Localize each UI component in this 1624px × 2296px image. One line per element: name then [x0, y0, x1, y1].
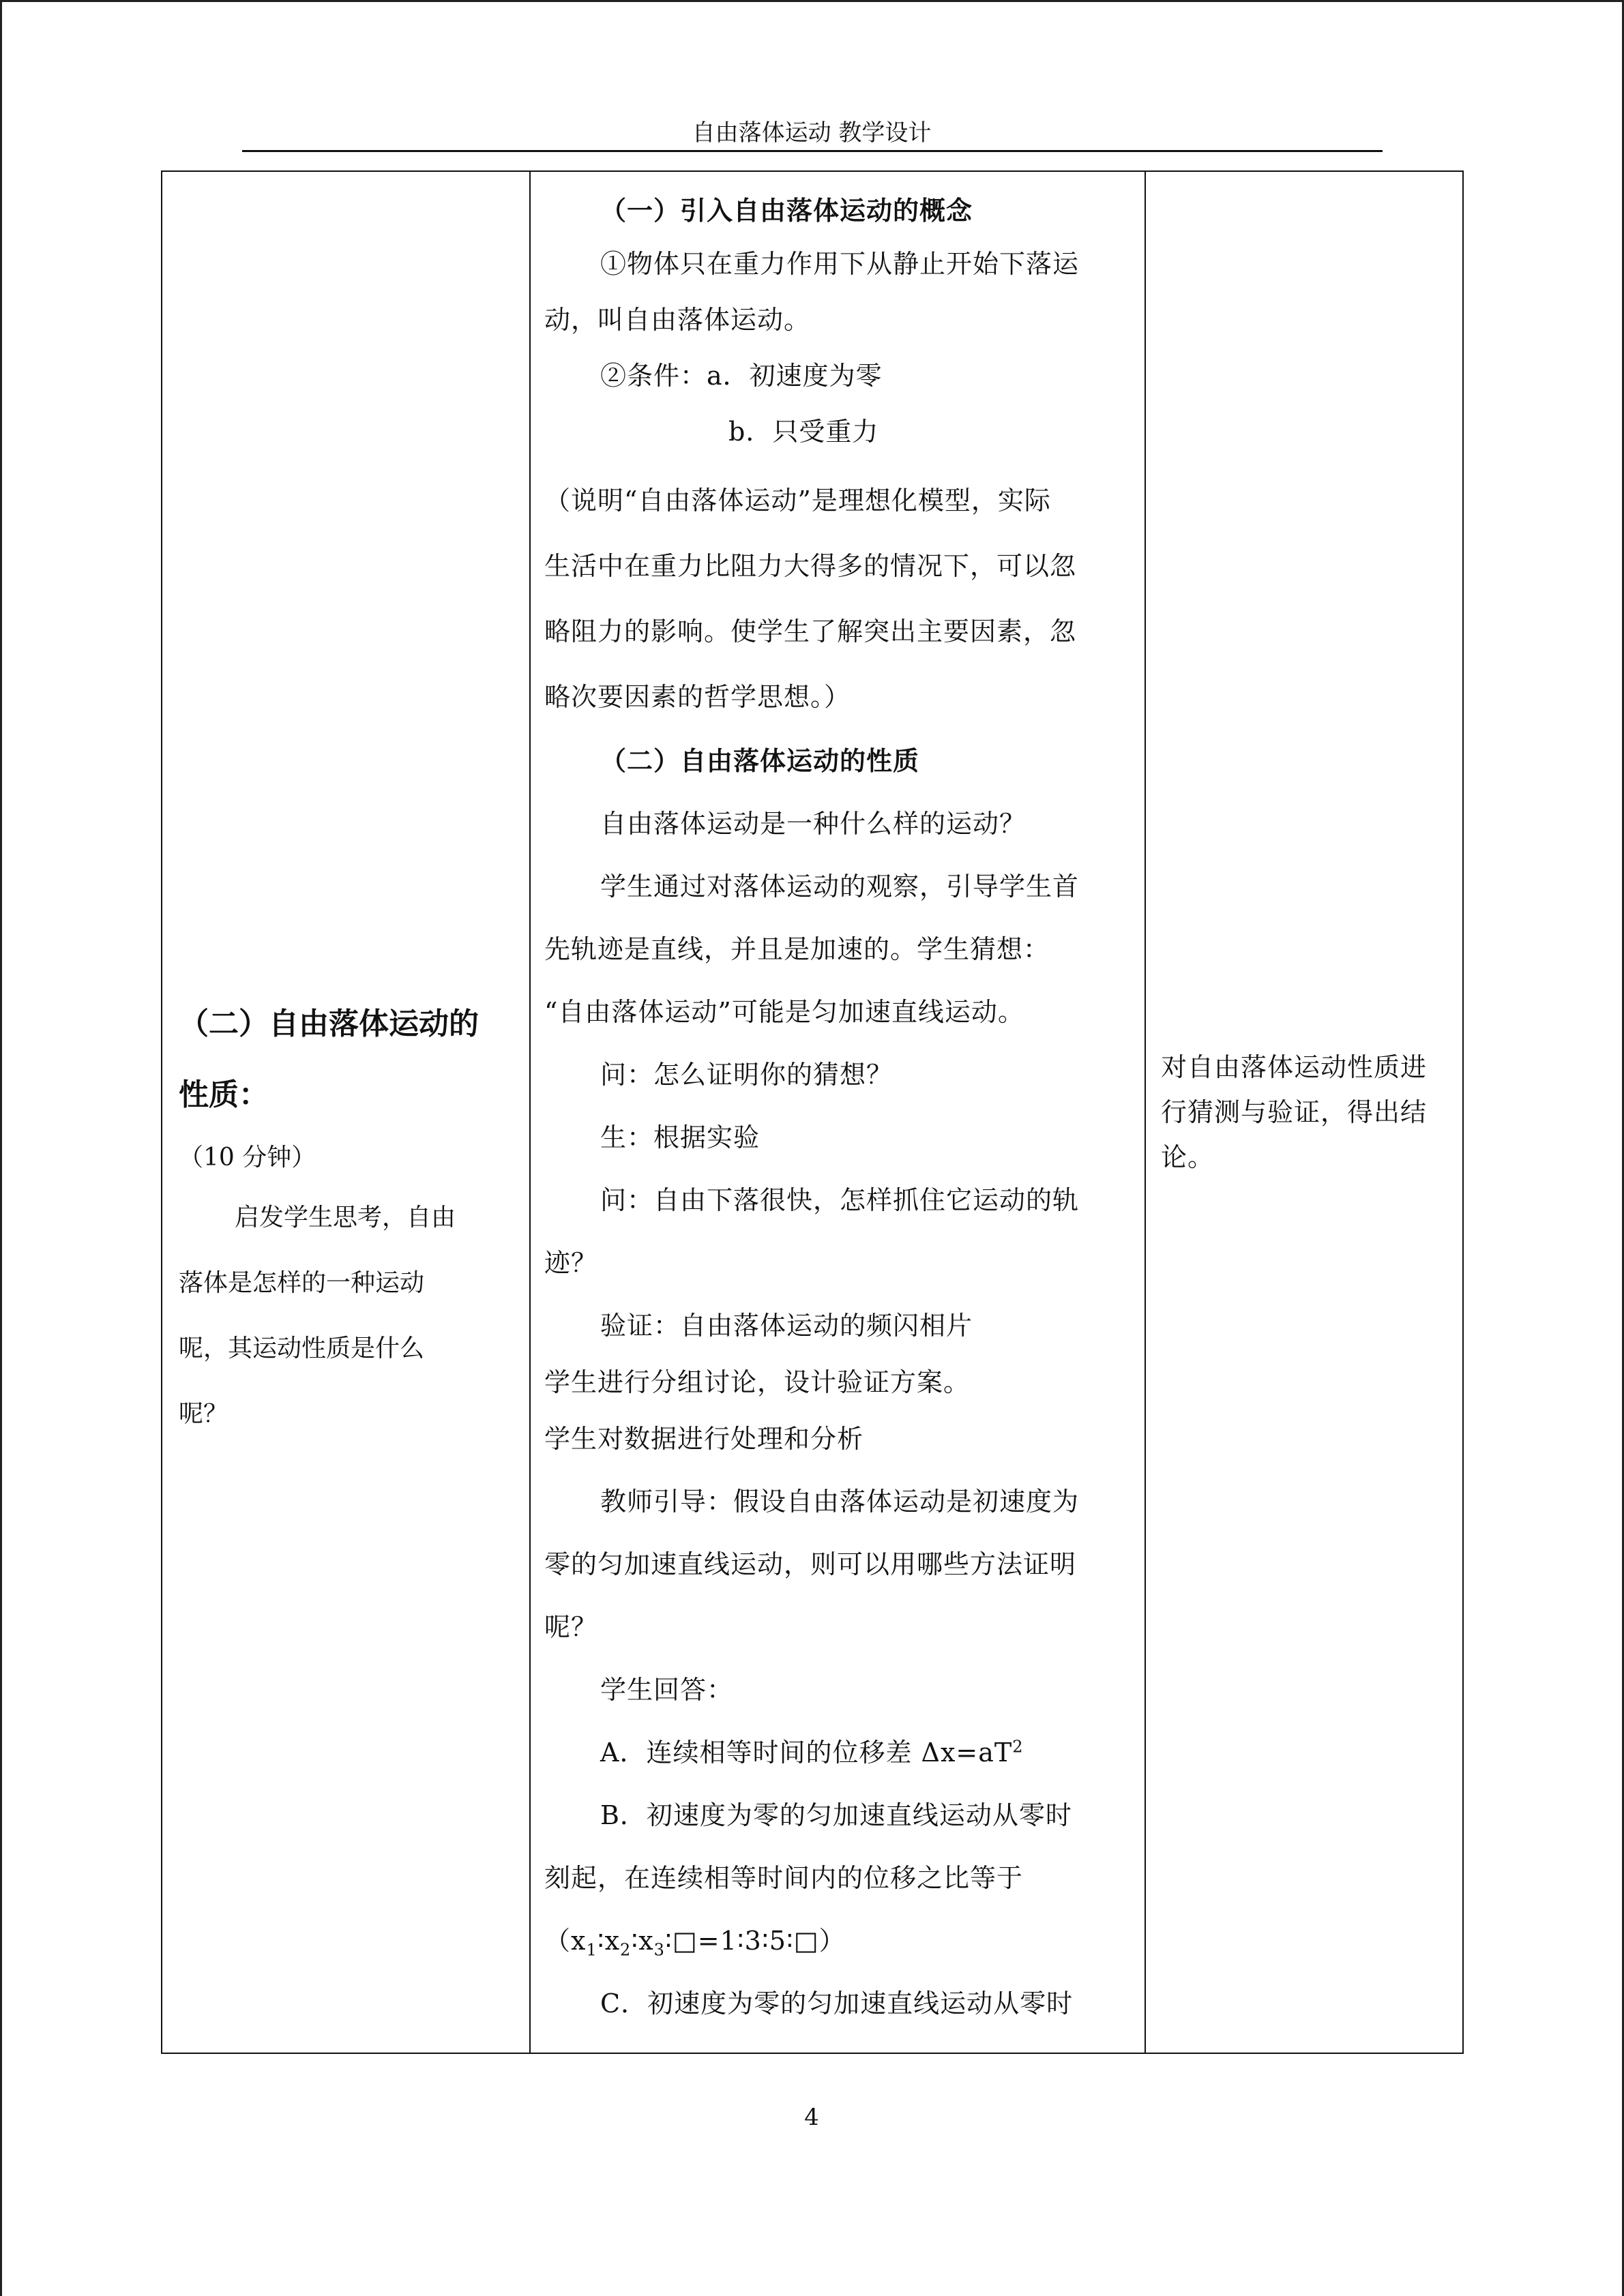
definition-line1: ①物体只在重力作用下从静止开始下落运: [600, 249, 1080, 279]
prompt-line4: 呢？: [179, 1400, 228, 1428]
left-heading-line2: 性质：: [179, 1077, 269, 1112]
right-note-line1: 对自由落体运动性质进: [1161, 1052, 1428, 1082]
data-processing-line: 学生对数据进行处理和分析: [544, 1424, 864, 1454]
right-note-line3: 论。: [1161, 1142, 1215, 1172]
verification-line: 验证：自由落体运动的频闪相片: [600, 1311, 973, 1341]
left-heading-line1: （二）自由落体运动的: [179, 1007, 479, 1041]
note-line2: 生活中在重力比阻力大得多的情况下，可以忽: [544, 551, 1077, 581]
method-a-text: A．连续相等时间的位移差 Δx=aT: [600, 1738, 1013, 1768]
guide-line3: 呢？: [544, 1612, 598, 1642]
method-b-line2: 刻起，在连续相等时间内的位移之比等于: [544, 1863, 1024, 1893]
ratio-sub2: 2: [620, 1940, 632, 1960]
prompt-line2: 落体是怎样的一种运动: [179, 1269, 425, 1297]
method-a-exponent: 2: [1012, 1737, 1024, 1757]
guide-line1: 教师引导：假设自由落体运动是初速度为: [600, 1487, 1080, 1517]
ratio-formula: [544, 1909, 1121, 1972]
group-discussion-line: 学生进行分组讨论，设计验证方案。: [544, 1367, 971, 1397]
note-line3: 略阻力的影响。使学生了解突出主要因素，忽: [544, 616, 1077, 646]
ratio-sub1: 1: [586, 1940, 597, 1960]
method-b-line1: B．初速度为零的匀加速直线运动从零时: [600, 1800, 1072, 1830]
prompt-line1: 启发学生思考，自由: [235, 1204, 456, 1232]
question-1: 自由落体运动是一种什么样的运动？: [600, 809, 1027, 839]
ratio-open: （x: [544, 1926, 587, 1956]
observation-line2: 先轨迹是直线，并且是加速的。学生猜想：: [544, 934, 1050, 964]
question-2: 问：怎么证明你的猜想？: [600, 1060, 894, 1090]
ratio-tail: ∶□=1∶3∶5∶□）: [664, 1926, 846, 1956]
ratio-sub3: 3: [653, 1940, 665, 1960]
definition-line2: 动，叫自由落体运动。: [544, 305, 811, 335]
guide-line2: 零的匀加速直线运动，则可以用哪些方法证明: [544, 1549, 1077, 1579]
middle-column: [531, 170, 1145, 2054]
ratio-sep2: ∶x: [631, 1926, 654, 1956]
condition-b: b．只受重力: [728, 417, 879, 447]
page-header: 自由落体运动 教学设计: [692, 119, 932, 147]
section1-title: （一）引入自由落体运动的概念: [600, 196, 973, 226]
condition-a: ②条件：a．初速度为零: [600, 361, 883, 391]
right-column: [1146, 170, 1464, 2054]
observation-line1: 学生通过对落体运动的观察，引导学生首: [600, 871, 1080, 901]
left-column: [161, 170, 529, 2054]
answer-2: 生：根据实验: [600, 1122, 761, 1152]
right-note-line2: 行猜测与验证，得出结: [1161, 1097, 1428, 1127]
header-rule: [242, 150, 1383, 152]
note-line1: （说明“自由落体运动”是理想化模型，实际: [544, 486, 1051, 516]
method-a: [544, 1721, 1121, 1784]
method-c: C．初速度为零的匀加速直线运动从零时: [600, 1988, 1074, 2018]
duration-label: （10 分钟）: [179, 1144, 316, 1172]
page-number: 4: [804, 2104, 819, 2131]
prompt-line3: 呢，其运动性质是什么: [179, 1335, 425, 1362]
observation-line3: “自由落体运动”可能是匀加速直线运动。: [544, 997, 1024, 1027]
question-3-line2: 迹？: [544, 1248, 598, 1278]
note-line4: 略次要因素的哲学思想。）: [544, 682, 851, 712]
section2-title: （二）自由落体运动的性质: [600, 746, 920, 776]
ratio-sep1: ∶x: [597, 1926, 621, 1956]
student-answer-label: 学生回答：: [600, 1675, 734, 1705]
question-3-line1: 问：自由下落很快，怎样抓住它运动的轨: [600, 1185, 1080, 1215]
